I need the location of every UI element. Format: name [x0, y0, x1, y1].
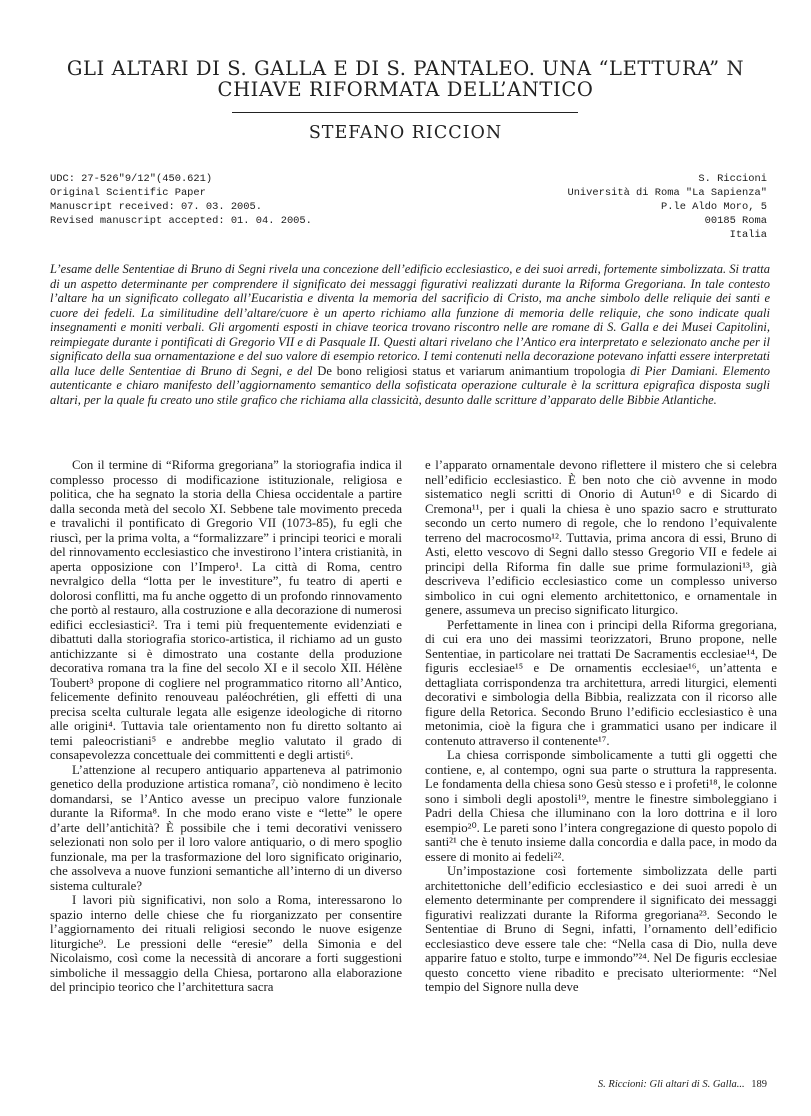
abstract-part-1: L’esame delle Sententiae di Bruno di Segni rivela una concezione dell’edificio ecclesiastico, e dei suoi arredi, fortemente simbolizzata. Si tratta di un aspetto determinante per comprendere il significato dei messaggi figurativi realizzati durante la Riforma Gregoriana. In tale contesto l’altare ha un significato collegato all’Eucaristia e diventa la memoria del sacrificio di Cristo, ma anche simbolo delle reliquie dei santi e cuore dei fedeli. La similitudine dell’altare/cuore è un aperto richiamo alla funzione di memoria delle reliquie, che sono indicate quali insegnamenti e moniti verbali. Gli argomenti esposti in chiave teorica trovano riscontro nelle are romane di S. Galla e dei Musei Capitolini, reimpiegate durante i pontificati di Gregorio VII e di Pasquale II. Questi altari rivelano che l’Antico era interpretato e selezionato anche per il significato della sua ornamentazione e del suo valore di esempio retorico. I temi contenuti nella decorazione potevano infatti essere interpretati alla luce delle Sententiae di Bruno di Segni, e del [50, 262, 770, 378]
running-title: S. Riccioni: Gli altari di S. Galla... [597, 1079, 745, 1090]
abstract [50, 262, 770, 407]
body-column-right [425, 458, 777, 995]
article-title: GLI ALTARI DI S. GALLA E DI S. PANTALEO. UNA “LETTURA” N CHIAVE RIFORMATA DELL’ANTICO [66, 57, 745, 101]
abstract-cited-work: De bono religiosi status et variarum animantium tropologia [317, 363, 626, 378]
page-number: 189 [751, 1079, 767, 1090]
paragraph: Perfettamente in linea con i principi della Riforma gregoriana, di cui era uno dei massimi teorizzatori, Bruno propone, nelle Sententiae, in particolare nei trattati De Sacramentis ecclesiae¹⁴, De figuris ecclesiae¹⁵ e De ornamentis ecclesiae¹⁶, un’attenta e dettagliata corrispondenza tra architettura, arredi liturgici, elementi decorativi e simbologia della Bibbia, realizzata con il ricorso alle figure della Retorica. Secondo Bruno l’edificio ecclesiastico è una metonimia, cioè la figura che i grammatici usano per indicare il contenuto attraverso il contenente¹⁷. [425, 617, 777, 748]
paragraph: I lavori più significativi, non solo a Roma, interessarono lo spazio interno delle chiese che fu riorganizzato per consentire l’aggiornamento dei rituali religiosi secondo le nuove esigenze liturgiche⁹. Le pressioni delle “eresie” della Simonia e del Nicolaismo, così come la necessità di ancorare a forti suggestioni simboliche il messaggio della Chiesa, portarono alla elaborazione del principio teorico che l’architettura sacra [50, 893, 402, 994]
paragraph: L’attenzione al recupero antiquario apparteneva al patrimonio genetico della produzione artistica romana⁷, ciò nondimeno è lecito domandarsi, se l’Antico avesse un precipuo valore funzionale durante la Riforma⁸. In che modo erano viste e “lette” le opere d’arte dell’antichità? È possibile che i temi decorativi venissero selezionati non solo per il loro valore antiquario, o di mero spoglio funzionale, ma per la trasformazione del loro significato originario, che assolveva a nuove funzioni semantiche all’interno di un diverso sistema culturale? [50, 762, 402, 893]
title-divider [232, 112, 578, 113]
paragraph: La chiesa corrisponde simbolicamente a tutti gli oggetti che contiene, e, al contempo, ogni sua parte o struttura la rappresenta. Le fondamenta della chiesa sono Gesù stesso e i profeti¹⁸, le colonne sono i simboli degli apostoli¹⁹, mentre le finestre simboleggiano i Padri della Chiesa che illuminano con la loro dottrina e il loro esempio²⁰. Le pareti sono l’intera congregazione di questo popolo di santi²¹ che è tenuto insieme dalla concordia e dalla pace, in modo da essere di monito ai fedeli²². [425, 748, 777, 864]
page-footer [598, 1079, 767, 1090]
paragraph: e l’apparato ornamentale devono riflettere il mistero che si celebra nell’edificio ecclesiastico. È ben noto che ciò avvenne in modo sistematico negli scritti di Onorio di Autun¹⁰ e di Sicardo di Cremona¹¹, per i quali la chiesa è uno spazio sacro e strutturato secondo un certo numero di regole, che lo rendono l’equivalente terreno del macrocosmo¹². Tuttavia, prima ancora di essi, Bruno di Asti, eletto vescovo di Segni dallo stesso Gregorio VII e fedele ai principi della Riforma fin dalle sue prime formulazioni¹³, già descriveva l’edificio ecclesiastico come un complesso universo simbolico in cui ogni elemento architettonico, e ornamentale in genere, assumeva un preciso significato liturgico. [425, 458, 777, 617]
author-affiliation: S. Riccioni Università di Roma "La Sapienza" P.le Aldo Moro, 5 00185 Roma Italia [567, 173, 767, 241]
abstract-part-2: di Pier Damiani. Elemento autenticante e chiaro manifesto dell’aggiornamento semantico della sofisticata operazione culturale è la scrittura epigrafica disposta sugli altari, per la quale fu creato uno stile grafico che richiama alla classicità, desunto dalle scritture d’apparato delle Bibbie Atlantiche. [50, 363, 770, 407]
article-metadata: UDC: 27-526"9/12"(450.621) Original Scientific Paper Manuscript received: 07. 03. 2005. Revised manuscript accepted: 01. 04. 2005. [50, 173, 312, 227]
paragraph: Con il termine di “Riforma gregoriana” la storiografia indica il complesso processo di modificazione istituzionale, religiosa e politica, che ha segnato la storia della Chiesa occidentale a partire dalla seconda metà del secolo XI. Sebbene tale movimento preceda e travalichi il pontificato di Gregorio VII (1073-85), fu egli che riuscì, per la prima volta, a “formalizzare” i principi teorici e morali del rinnovamento ecclesiastico che investirono l’intera cristianità, in aperta opposizione con l’Impero¹. La città di Roma, centro nevralgico della “lotta per le investiture”, fu teatro di aperti e dolorosi conflitti, ma fu anche oggetto di un profondo rinnovamento che portò al restauro, alla costruzione e alla decorazione di numerosi edifici ecclesiastici². Tra i temi più frequentemente evidenziati e dibattuti dalla storiografia storico-artistica, il richiamo ad un gusto antichizzante si è dimostrato una costante della produzione decorativa romana tra la fine del secolo XI e il secolo XII. Hélène Toubert³ propone di cogliere nel programmatico ritorno all’Antico, felicemente definito renouveau paléochrétien, gli effetti di una precisa scelta culturale legata alle esigenze ideologiche di ritorno alle origini⁴. Tuttavia tale orientamento non fu diretto soltanto ai temi paleocristiani⁵ e andrebbe meglio valutato il grado di consapevolezza concettuale dei committenti e degli artisti⁶. [50, 458, 402, 762]
body-column-left [50, 458, 402, 995]
author-name: STEFANO RICCION [308, 123, 503, 143]
paragraph: Un’impostazione così fortemente simbolizzata delle parti architettoniche dell’edificio ecclesiastico e dei suoi arredi è un elemento determinante per comprendere il significato dei messaggi figurativi realizzati durante la Riforma gregoriana²³. Secondo le Sententiae di Bruno di Segni, infatti, l’ornamento dell’edificio ecclesiastico deve essere tale che: “Nella casa di Dio, nulla deve apparire fatuo e stolto, turpe e immondo”²⁴. Nel De figuris ecclesiae questo concetto viene ribadito e precisato ulteriormente: “Nel tempio del Signore nulla deve [425, 864, 777, 994]
